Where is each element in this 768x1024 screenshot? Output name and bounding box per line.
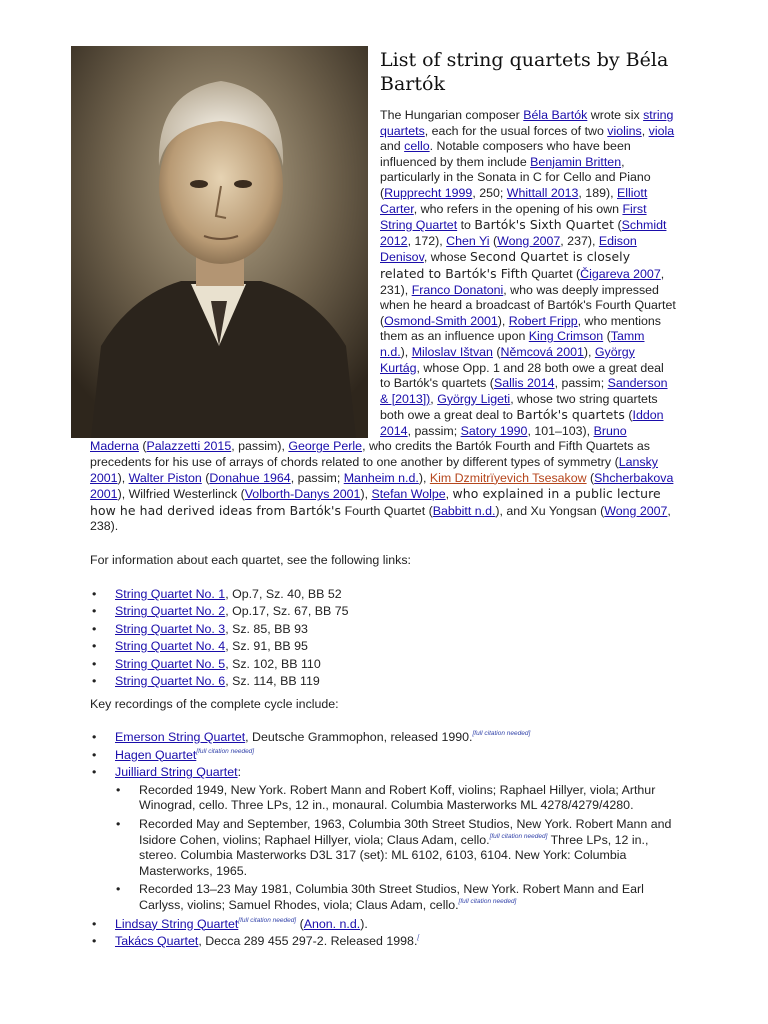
text: , particularly in the Sonata in C for Cello and Piano ( xyxy=(380,154,651,200)
text: , each for the usual forces of two xyxy=(424,123,608,138)
text: ( xyxy=(603,329,611,344)
link-benjamin-britten[interactable]: Benjamin Britten xyxy=(530,154,622,169)
link-schmidt-2012[interactable]: Schmidt 2012 xyxy=(380,218,667,248)
list-item xyxy=(115,817,679,879)
list-item xyxy=(90,748,690,764)
text: ), xyxy=(117,470,129,485)
list-item xyxy=(90,934,690,950)
text: Three LPs, 12 in., stereo. Columbia Masterworks D3L 317 (set): ML 6102, 6103, 6104. New York: Columbia Masterworks, 1965. xyxy=(139,832,649,878)
link-satory-1990[interactable]: Satory 1990 xyxy=(460,423,528,438)
text: , whose xyxy=(423,250,471,265)
text: ), and Xu Yongsan ( xyxy=(495,503,605,518)
citation-needed-tag[interactable]: [full citation needed] xyxy=(458,897,517,905)
text: ). xyxy=(360,916,368,931)
link-iddon-2014[interactable]: Iddon 2014 xyxy=(380,408,664,438)
text: , 189), xyxy=(578,185,617,200)
link-gyorgy-ligeti[interactable]: György Ligeti xyxy=(437,391,511,406)
link-lindsay-string-quartet[interactable]: Lindsay String Quartet xyxy=(115,916,239,931)
link-wong-2007-b[interactable]: Wong 2007 xyxy=(604,503,668,518)
link-george-perle[interactable]: George Perle xyxy=(288,439,363,454)
citation-needed-tag[interactable]: [full citation needed] xyxy=(472,730,531,737)
recording-info: , Deutsche Grammophon, released 1990. xyxy=(245,730,473,744)
link-palazzetti-2015[interactable]: Palazzetti 2015 xyxy=(146,439,232,454)
list-item xyxy=(90,657,690,674)
recordings-list xyxy=(90,730,690,952)
link-shcherbakova-2001[interactable]: Shcherbakova 2001 xyxy=(90,470,674,502)
citation-fragment: [ xyxy=(417,934,420,942)
text: , 231), xyxy=(380,266,665,297)
link-string-quartet-3[interactable]: String Quartet No. 3 xyxy=(115,621,226,636)
text: wrote six xyxy=(587,108,644,122)
text: , who mentions them as an influence upon xyxy=(380,313,662,344)
link-manheim[interactable]: Manheim n.d. xyxy=(343,470,419,485)
link-string-quartet-4[interactable]: String Quartet No. 4 xyxy=(115,639,226,654)
text: The Hungarian composer xyxy=(380,108,524,122)
link-anon[interactable]: Anon. n.d. xyxy=(303,916,361,931)
link-wong-2007[interactable]: Wong 2007 xyxy=(497,233,561,248)
link-bruno-maderna[interactable]: Bruno Maderna xyxy=(90,423,627,454)
link-whittall-2013[interactable]: Whittall 2013 xyxy=(506,185,579,200)
text: , who refers in the opening of his own xyxy=(413,201,623,216)
text: , passim), xyxy=(231,439,289,454)
list-item xyxy=(90,730,690,746)
link-string-quartet-6[interactable]: String Quartet No. 6 xyxy=(115,673,226,688)
link-juilliard-string-quartet[interactable]: Juilliard String Quartet xyxy=(115,765,238,780)
list-item xyxy=(90,639,690,656)
link-string-quartet-2[interactable]: String Quartet No. 2 xyxy=(115,604,226,619)
link-edison-denisov[interactable]: Edison Denisov xyxy=(380,233,637,265)
link-tamm[interactable]: Tamm n.d. xyxy=(380,329,645,359)
link-chen-yi[interactable]: Chen Yi xyxy=(446,233,490,248)
link-elliott-carter[interactable]: Elliott Carter xyxy=(380,185,648,216)
list-item: • Recorded 1949, New York. Robert Mann and Robert Koff, violins; Raphael Hillyer, viola; Arthur Winograd, cello. Three LPs, 12 in., monaural. Columbia Masterworks ML 4278/4279/4280. xyxy=(115,783,679,814)
text: , passim; xyxy=(407,423,461,438)
quartet-info: , Sz. 91, BB 95 xyxy=(225,639,308,654)
text: ( xyxy=(624,408,633,423)
link-stefan-wolpe[interactable]: Stefan Wolpe xyxy=(371,487,446,502)
page-title: List of string quartets by Béla Bartók xyxy=(380,49,669,95)
text: , who was deeply impressed when he heard a broadcast of Bartók's Fourth Quartet ( xyxy=(380,282,676,328)
text: , 172), xyxy=(407,233,447,248)
link-franco-donatoni[interactable]: Franco Donatoni xyxy=(411,282,504,297)
link-nemcova-2001[interactable]: Němcová 2001 xyxy=(500,344,584,359)
text: Second Quartet is closely related to Bartók's Fifth xyxy=(380,249,631,281)
text: , whose Opp. 1 and 28 both owe a great deal to Bartók's quartets ( xyxy=(380,360,664,391)
text: ), xyxy=(400,344,412,359)
text: , 237), xyxy=(560,233,599,248)
link-lansky-2001[interactable]: Lansky 2001 xyxy=(90,455,658,485)
link-volborth-danys-2001[interactable]: Volborth-Danys 2001 xyxy=(244,487,361,502)
quartet-info: , Sz. 85, BB 93 xyxy=(225,621,308,636)
list-item xyxy=(90,622,690,639)
link-hagen-quartet[interactable]: Hagen Quartet xyxy=(115,747,197,762)
text: ), xyxy=(360,487,372,502)
citation-needed-tag[interactable]: [full citation needed] xyxy=(196,747,255,755)
quartet-list xyxy=(90,587,690,691)
text: ( xyxy=(614,218,622,233)
link-first-string-quartet[interactable]: First String Quartet xyxy=(380,201,647,233)
text: , xyxy=(430,391,438,406)
text: who explained in a public lecture how he had derived ideas from Bartók's xyxy=(90,486,661,518)
link-takacs-quartet[interactable]: Takács Quartet xyxy=(115,934,199,949)
text: , passim; xyxy=(290,470,344,485)
link-string-quartets[interactable]: string quartets xyxy=(380,108,674,138)
text: , 101–103), xyxy=(527,423,594,438)
link-walter-piston[interactable]: Walter Piston xyxy=(128,470,202,485)
quartet-info: , Sz. 114, BB 119 xyxy=(225,673,320,688)
link-babbitt[interactable]: Babbitt n.d. xyxy=(432,503,496,518)
list-item xyxy=(90,674,690,691)
link-sallis-2014[interactable]: Sallis 2014 xyxy=(493,376,555,391)
text: , xyxy=(641,123,649,138)
citation-needed-tag[interactable]: [full citation needed] xyxy=(238,916,297,924)
text: Bartók's quartets xyxy=(516,407,625,423)
text: to xyxy=(457,218,475,233)
link-king-crimson[interactable]: King Crimson xyxy=(528,329,604,344)
text: : xyxy=(237,765,242,780)
link-rupprecht-1999[interactable]: Rupprecht 1999 xyxy=(384,185,473,200)
link-violins[interactable]: violins xyxy=(607,123,642,138)
text: , passim; xyxy=(554,376,608,391)
text: Fourth Quartet ( xyxy=(341,503,433,518)
link-bela-bartok[interactable]: Béla Bartók xyxy=(523,108,588,122)
list-item xyxy=(90,604,690,621)
link-string-quartet-5[interactable]: String Quartet No. 5 xyxy=(115,656,226,671)
text: ( xyxy=(296,916,304,931)
text: ( xyxy=(492,344,501,359)
link-cigareva-2007[interactable]: Čigareva 2007 xyxy=(580,266,661,281)
text: ), xyxy=(497,313,509,328)
quartet-info: , Op.7, Sz. 40, BB 52 xyxy=(225,587,342,601)
text: ), Wilfried Westerlinck ( xyxy=(117,487,245,502)
text: ), xyxy=(583,344,595,359)
quartet-info: , Sz. 102, BB 110 xyxy=(225,656,321,671)
text: ( xyxy=(489,233,498,248)
text: and xyxy=(380,139,405,154)
list-item xyxy=(90,587,690,604)
text: , xyxy=(445,487,453,502)
link-kim-tsesakow[interactable]: Kim Dzmitrïyevich Tsesakow xyxy=(429,470,587,485)
link-osmond-smith-2001[interactable]: Osmond-Smith 2001 xyxy=(384,313,498,328)
intro-paragraph xyxy=(90,108,676,535)
citation-needed-tag[interactable]: [full citation needed] xyxy=(489,832,548,840)
link-miloslav-istvan[interactable]: Miloslav Ištvan xyxy=(411,344,493,359)
recording-info: , Decca 289 455 297-2. Released 1998. xyxy=(198,934,418,949)
list-item xyxy=(115,882,679,913)
text: Quartet ( xyxy=(527,266,581,281)
link-gyorgy-kurtag[interactable]: György Kurtág xyxy=(380,344,635,375)
image-float-spacer xyxy=(90,108,380,439)
text: ), xyxy=(418,470,430,485)
link-viola[interactable]: viola xyxy=(648,123,675,138)
text: , 238). xyxy=(90,503,671,534)
text: , who credits the Bartók Fourth and Fifth Quartets as precedents for his use of arrays of chords related to one another by different types of symmetry ( xyxy=(90,439,650,470)
list-item xyxy=(90,917,690,933)
text: , 250; xyxy=(472,185,507,200)
quartet-info: , Op.17, Sz. 67, BB 75 xyxy=(225,604,349,619)
link-cello[interactable]: cello xyxy=(404,139,430,154)
text: , whose two string quartets both owe a great deal to xyxy=(380,391,658,423)
text: Recorded May and September, 1963, Columbia 30th Street Studios, New York. Robert Mann and Isidore Cohen, violins; Raphael Hillyer, viola; Claus Adam, cello. xyxy=(139,816,672,847)
link-sanderson[interactable]: Sanderson & [2013]) xyxy=(380,376,668,406)
text: ( xyxy=(201,470,210,485)
text: . Notable composers who have been influenced by them include xyxy=(380,139,631,169)
text: Recorded 13–23 May 1981, Columbia 30th Street Studios, New York. Robert Mann and Earl Carlyss, violins; Samuel Rhodes, viola; Claus Adam, cello. xyxy=(139,882,644,912)
link-donahue-1964[interactable]: Donahue 1964 xyxy=(209,470,291,485)
text: ( xyxy=(138,439,147,454)
text: ( xyxy=(586,470,595,485)
link-string-quartet-1[interactable]: String Quartet No. 1 xyxy=(115,587,226,601)
text: Bartók's Sixth Quartet xyxy=(474,217,615,233)
links-intro-text: For information about each quartet, see the following links: xyxy=(90,553,411,567)
recordings-intro-text: Key recordings of the complete cycle include: xyxy=(90,697,339,711)
juilliard-sublist xyxy=(115,783,690,914)
list-item xyxy=(90,765,690,913)
link-robert-fripp[interactable]: Robert Fripp xyxy=(508,313,578,328)
link-emerson-string-quartet[interactable]: Emerson String Quartet xyxy=(115,730,246,744)
